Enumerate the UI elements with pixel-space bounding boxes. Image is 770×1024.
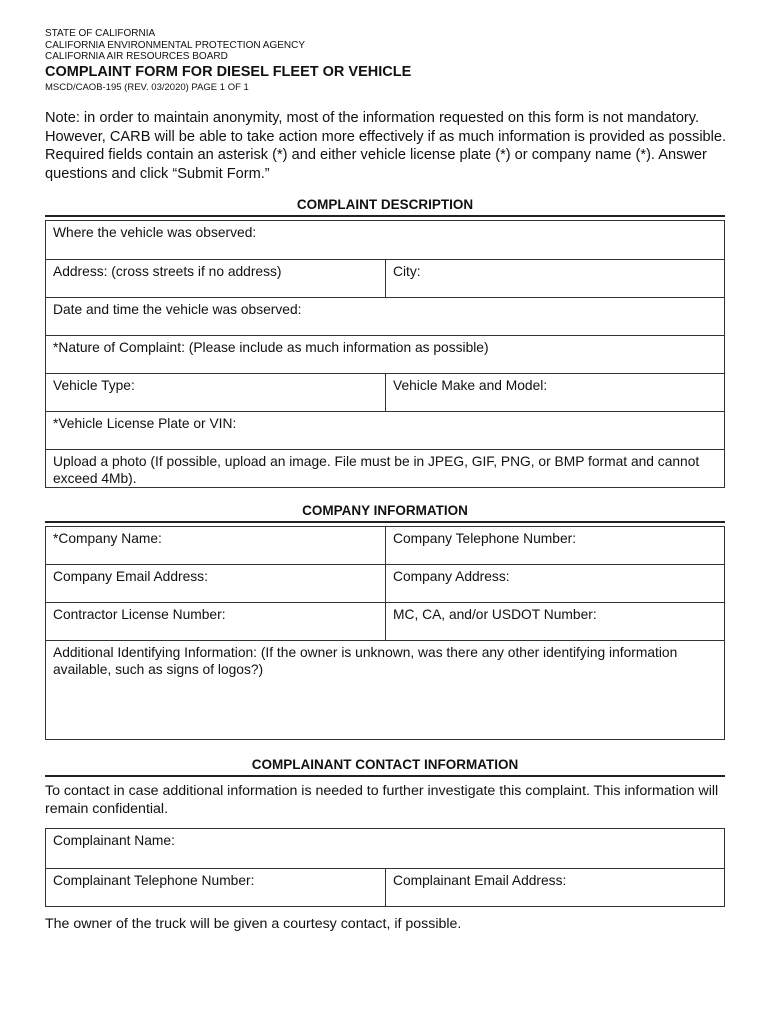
- usdot-number-field[interactable]: MC, CA, and/or USDOT Number:: [385, 603, 724, 640]
- complainant-contact-table: [45, 828, 725, 907]
- complainant-email-field[interactable]: Complainant Email Address:: [385, 869, 724, 906]
- additional-info-row: [46, 640, 724, 739]
- upload-photo-row: [46, 449, 724, 487]
- agency-block: [45, 28, 305, 63]
- complainant-name-field[interactable]: Complainant Name:: [53, 833, 175, 848]
- complaint-description-rule: [45, 215, 725, 217]
- nature-of-complaint-field[interactable]: *Nature of Complaint: (Please include as much information as possible): [53, 340, 489, 355]
- complainant-intro: To contact in case additional information is needed to further investigate this complaint. This information will remain confidential.: [45, 783, 719, 817]
- where-observed-field[interactable]: Where the vehicle was observed:: [53, 225, 257, 240]
- complainant-contact-rule: [45, 775, 725, 777]
- license-plate-field[interactable]: *Vehicle License Plate or VIN:: [53, 416, 237, 431]
- form-title: COMPLAINT FORM FOR DIESEL FLEET OR VEHICLE: [45, 64, 412, 80]
- form-id: MSCD/CAOB-195 (REV. 03/2020) PAGE 1 OF 1: [45, 82, 249, 93]
- agency-line-carb: CALIFORNIA AIR RESOURCES BOARD: [45, 51, 228, 62]
- company-name-row: [46, 526, 724, 564]
- contractor-row: [46, 602, 724, 640]
- vehicle-type-field[interactable]: Vehicle Type:: [53, 378, 135, 393]
- company-information-rule: [45, 521, 725, 523]
- company-information-heading: COMPANY INFORMATION: [302, 503, 468, 518]
- complainant-name-row: [46, 828, 724, 868]
- anonymity-note: Note: in order to maintain anonymity, most of the information requested on this form is not mandatory. However, CARB will be able to take action more effectively if as much information is provided as possible. Required fields contain an asterisk (*) and either vehicle license plate (*) or company name (*). Answer questions and click “Submit Form.”: [45, 110, 727, 182]
- company-email-field[interactable]: Company Email Address:: [53, 569, 208, 584]
- complainant-contact-row: [46, 868, 724, 906]
- vehicle-row: [46, 373, 724, 411]
- license-plate-row: [46, 411, 724, 449]
- where-observed-row: [46, 220, 724, 259]
- complaint-description-table: [45, 220, 725, 488]
- company-name-field[interactable]: *Company Name:: [53, 531, 162, 546]
- vehicle-make-model-field[interactable]: Vehicle Make and Model:: [385, 374, 724, 411]
- company-telephone-field[interactable]: Company Telephone Number:: [385, 527, 724, 564]
- date-time-row: [46, 297, 724, 335]
- agency-line-calepa: CALIFORNIA ENVIRONMENTAL PROTECTION AGENCY: [45, 39, 306, 51]
- address-field[interactable]: Address: (cross streets if no address): [53, 264, 282, 279]
- complainant-telephone-field[interactable]: Complainant Telephone Number:: [53, 873, 255, 888]
- company-information-table: [45, 526, 725, 740]
- company-email-row: [46, 564, 724, 602]
- additional-identifying-info-field[interactable]: Additional Identifying Information: (If the owner is unknown, was there any other identifying information available, such as signs of logos?): [53, 645, 678, 677]
- nature-row: [46, 335, 724, 373]
- complaint-description-heading: COMPLAINT DESCRIPTION: [296, 197, 474, 212]
- courtesy-contact-note: The owner of the truck will be given a courtesy contact, if possible.: [45, 916, 462, 932]
- complainant-contact-heading: COMPLAINANT CONTACT INFORMATION: [251, 757, 519, 772]
- city-field[interactable]: City:: [385, 260, 724, 297]
- company-address-field[interactable]: Company Address:: [385, 565, 724, 602]
- contractor-license-field[interactable]: Contractor License Number:: [53, 607, 226, 622]
- date-time-field[interactable]: Date and time the vehicle was observed:: [53, 302, 302, 317]
- agency-line-state: STATE OF CALIFORNIA: [45, 28, 156, 39]
- address-city-row: [46, 259, 724, 297]
- upload-photo-field[interactable]: Upload a photo (If possible, upload an image. File must be in JPEG, GIF, PNG, or BMP format and cannot exceed 4Mb).: [53, 454, 700, 486]
